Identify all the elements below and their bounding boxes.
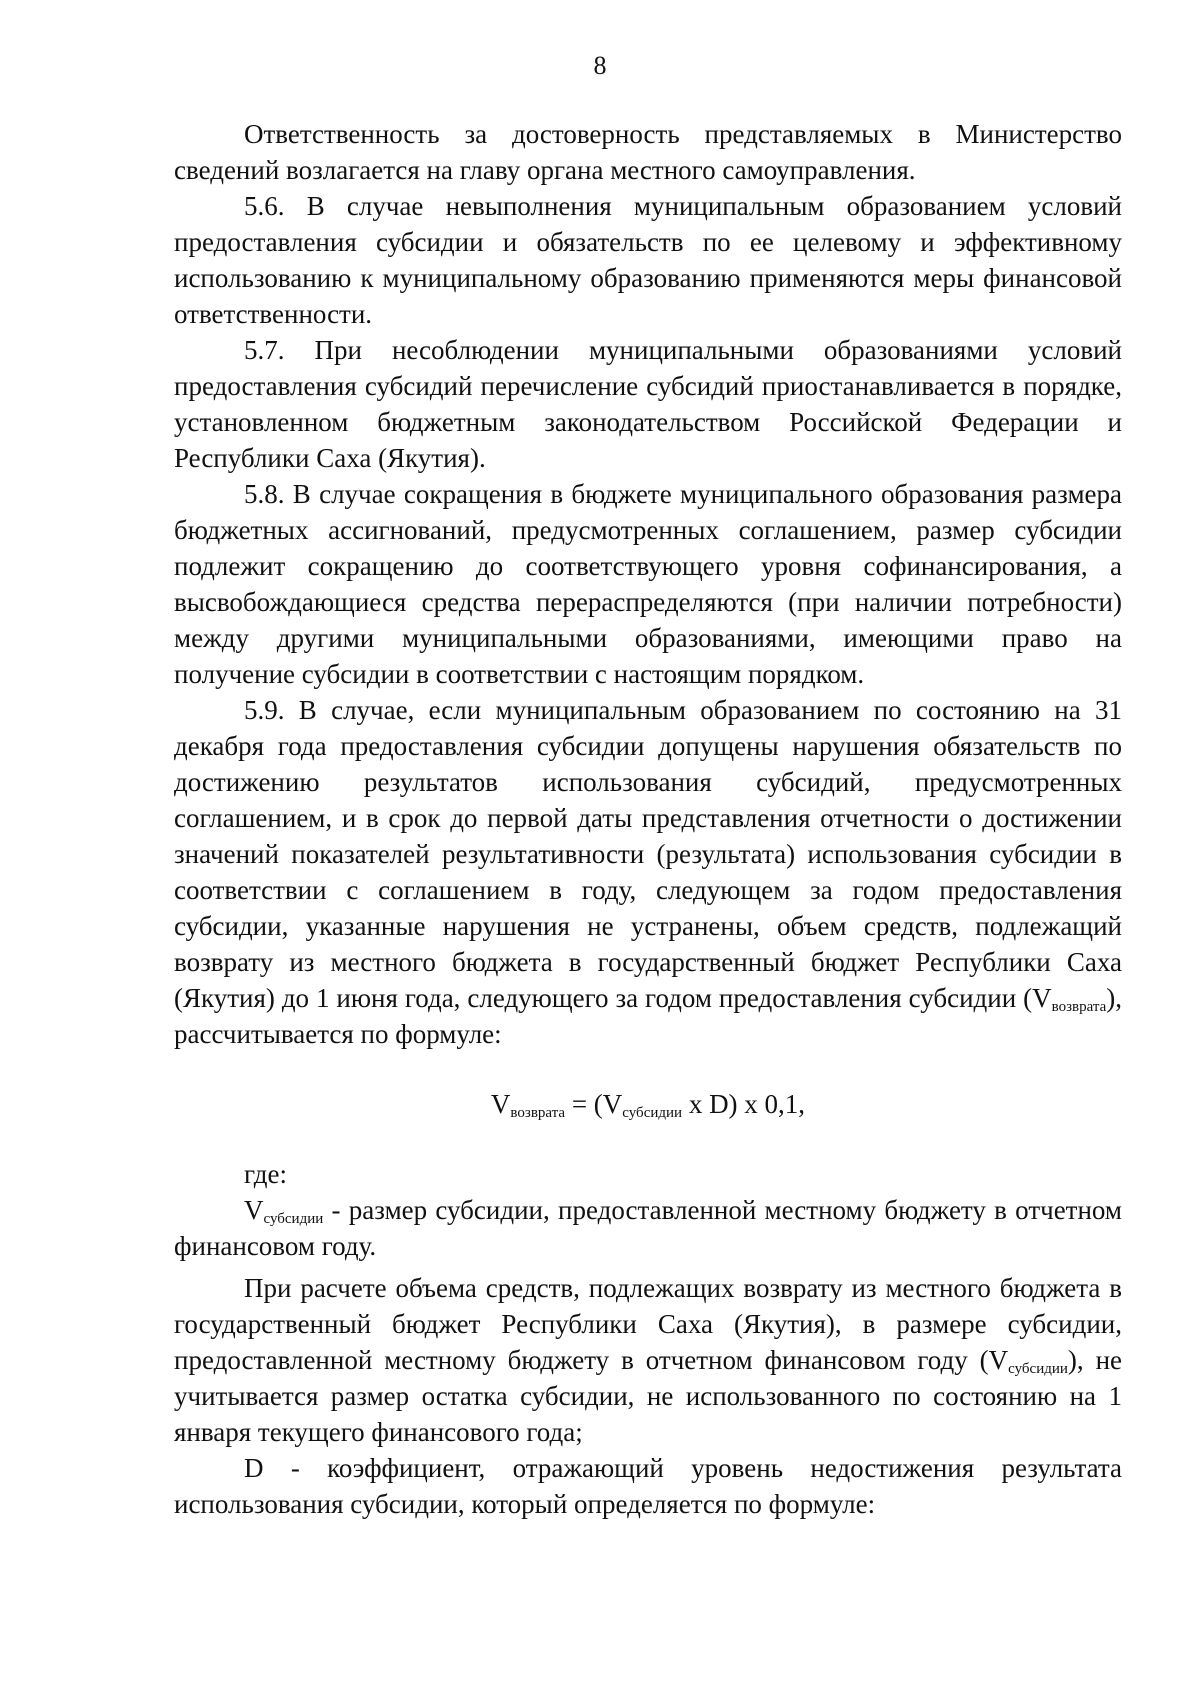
paragraph-calculation-text: При расчете объема средств, подлежащих возврату из местного бюджета в государственный бюджет Республики Саха (Якутия), в размере субсидии, предоставленной местному бюджету в отчетном финансовом году (V	[174, 1273, 1122, 1375]
paragraph-calculation	[174, 1270, 1122, 1450]
paragraph-5-6: 5.6. В случае невыполнения муниципальным образованием условий предоставления субсидии и обязательств по ее целевому и эффективному использованию к муниципальному образованию применяются меры финансовой ответственности.	[174, 191, 1122, 329]
formula-return	[174, 1086, 1122, 1122]
subscript-subsidy: субсидии	[1008, 1361, 1068, 1377]
formula-v: V	[490, 1089, 511, 1119]
v-symbol: V	[244, 1195, 264, 1225]
paragraph-5-9-end: ), рассчитывается по формуле:	[174, 983, 1122, 1049]
paragraph-5-7: 5.7. При несоблюдении муниципальными образованиями условий предоставления субсидий перечисление субсидий приостанавливается в порядке, установленном бюджетным законодательством Российской Федерации и Республики Саха (Якутия).	[174, 335, 1122, 473]
paragraph-calculation-end: ), не учитывается размер остатка субсидии, не использованного по состоянию на 1 января текущего финансового года;	[174, 1345, 1122, 1447]
subscript-return: возврата	[1051, 999, 1107, 1015]
formula-sub-subsidy: субсидии	[622, 1105, 683, 1121]
paragraph-5-8: 5.8. В случае сокращения в бюджете муниципального образования размера бюджетных ассигнований, предусмотренных соглашением, размер субсидии подлежит сокращению до соответствующего уровня софинансирования, а высвобождающиеся средства перераспределяются (при наличии потребности) между другими муниципальными образованиями, имеющими право на получение субсидии в соответствии с настоящим порядком.	[174, 479, 1122, 689]
v-subsidy-definition	[174, 1192, 1122, 1264]
page-number: 8	[593, 51, 607, 80]
paragraph-5-9-text: 5.9. В случае, если муниципальным образованием по состоянию на 31 декабря года предоставления субсидии допущены нарушения обязательств по достижению результатов использования субсидий, предусмотренных соглашением, и в срок до первой даты представления отчетности о достижении значений показателей результативности (результата) использования субсидии в соответствии с соглашением в году, следующем за годом предоставления субсидии, указанные нарушения не устранены, объем средств, подлежащий возврату из местного бюджета в государственный бюджет Республики Саха (Якутия) до 1 июня года, следующего за годом предоставления субсидии (V	[174, 695, 1122, 1013]
document-body	[174, 116, 1122, 1522]
paragraph-5-9	[174, 692, 1122, 1052]
v-subsidy-text: - размер субсидии, предоставленной местному бюджету в отчетном финансовом году.	[174, 1195, 1122, 1261]
where-label: где:	[244, 1159, 287, 1189]
formula-end: x D) x 0,1,	[682, 1089, 806, 1119]
formula-sub-return: возврата	[510, 1105, 566, 1121]
paragraph-coefficient-d: D - коэффициент, отражающий уровень недостижения результата использования субсидии, который определяется по формуле:	[174, 1453, 1122, 1519]
v-subsidy-subscript: субсидии	[263, 1211, 324, 1227]
formula-middle: = (V	[565, 1089, 623, 1119]
paragraph-responsibility: Ответственность за достоверность представляемых в Министерство сведений возлагается на главу органа местного самоуправления.	[174, 119, 1122, 185]
